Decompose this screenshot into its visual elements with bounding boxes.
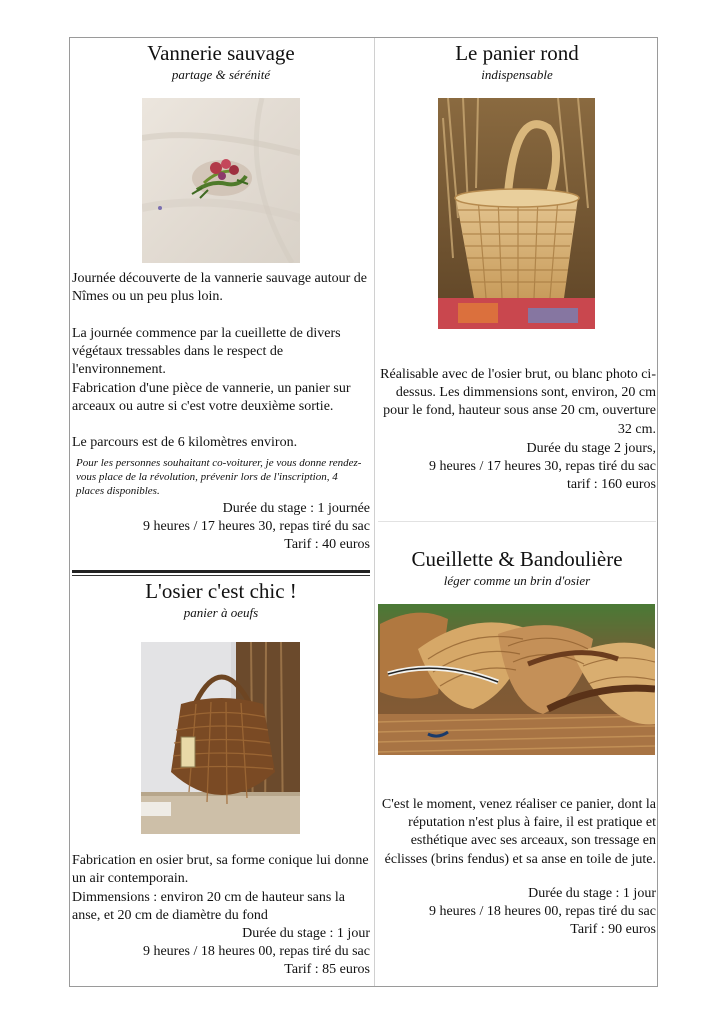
- section-description: Fabrication en osier brut, sa forme conique lui donne un air contemporain.: [72, 853, 369, 887]
- stage-duration: Durée du stage 2 jours,: [526, 441, 656, 456]
- section-title: Le panier rond: [455, 41, 579, 65]
- shoulder-baskets-photo: [378, 604, 655, 755]
- section-body-line: Fabrication d'une pièce de vannerie, un panier sur arceaux ou autre si c'est votre deuxième sortie.: [72, 381, 351, 415]
- stage-hours: 9 heures / 18 heures 00, repas tiré du sac: [428, 904, 656, 919]
- stage-duration: Durée du stage : 1 journée: [222, 501, 370, 516]
- stage-hours: 9 heures / 17 heures 30, repas tiré du sac: [142, 519, 370, 534]
- section-description: Réalisable avec de l'osier brut, ou blanc photo ci-dessus. Les dimmensions sont, environ, 20 cm pour le fond, hauteur sous anse 20 cm, ouverture 32 cm.: [380, 367, 656, 437]
- section-subtitle: indispensable: [481, 67, 553, 82]
- stage-hours: 9 heures / 18 heures 00, repas tiré du sac: [142, 944, 370, 959]
- column-divider: [374, 38, 375, 986]
- section-title: Cueillette & Bandoulière: [411, 547, 623, 571]
- section-divider: [378, 521, 656, 522]
- section-description: C'est le moment, venez réaliser ce panier, dont la réputation n'est plus à faire, il est pratique et esthétique avec ses arceaux, son tressage en éclisses (brins fendus) et sa anse en toile de jute.: [381, 797, 656, 867]
- section-subtitle: panier à oeufs: [183, 605, 259, 620]
- round-wicker-basket-photo: [438, 98, 595, 329]
- section-subtitle: partage & sérénité: [171, 67, 271, 82]
- section-dimensions: Dimmensions : environ 20 cm de hauteur sans la anse, et 20 cm de diamètre du fond: [72, 890, 345, 924]
- section-rule: [72, 570, 370, 573]
- section-title: Vannerie sauvage: [147, 41, 295, 65]
- section-title: L'osier c'est chic !: [145, 579, 297, 603]
- section-subtitle: léger comme un brin d'osier: [443, 573, 591, 588]
- stage-price: Tarif : 90 euros: [570, 922, 656, 937]
- stage-price: Tarif : 40 euros: [284, 537, 370, 552]
- stage-price: tarif : 160 euros: [566, 477, 656, 492]
- section-body-line: Le parcours est de 6 kilomètres environ.: [72, 435, 298, 450]
- stage-duration: Durée du stage : 1 jour: [242, 926, 370, 941]
- egg-basket-photo: [141, 642, 300, 834]
- stage-price: Tarif : 85 euros: [284, 962, 370, 977]
- section-note: Pour les personnes souhaitant co-voiturer, je vous donne rendez-vous place de la révolution, prévenir lors de l'inscription, 4 places disponibles.: [76, 457, 362, 497]
- stage-hours: 9 heures / 17 heures 30, repas tiré du sac: [428, 459, 656, 474]
- section-intro: Journée découverte de la vannerie sauvage autour de Nîmes ou un peu plus loin.: [72, 271, 368, 305]
- section-rule-thin: [72, 575, 370, 576]
- stage-duration: Durée du stage : 1 jour: [528, 886, 656, 901]
- section-body-line: La journée commence par la cueillette de divers végétaux tressables dans le respect de l'environnement.: [72, 326, 341, 378]
- plant-specimen-photo: [142, 98, 300, 263]
